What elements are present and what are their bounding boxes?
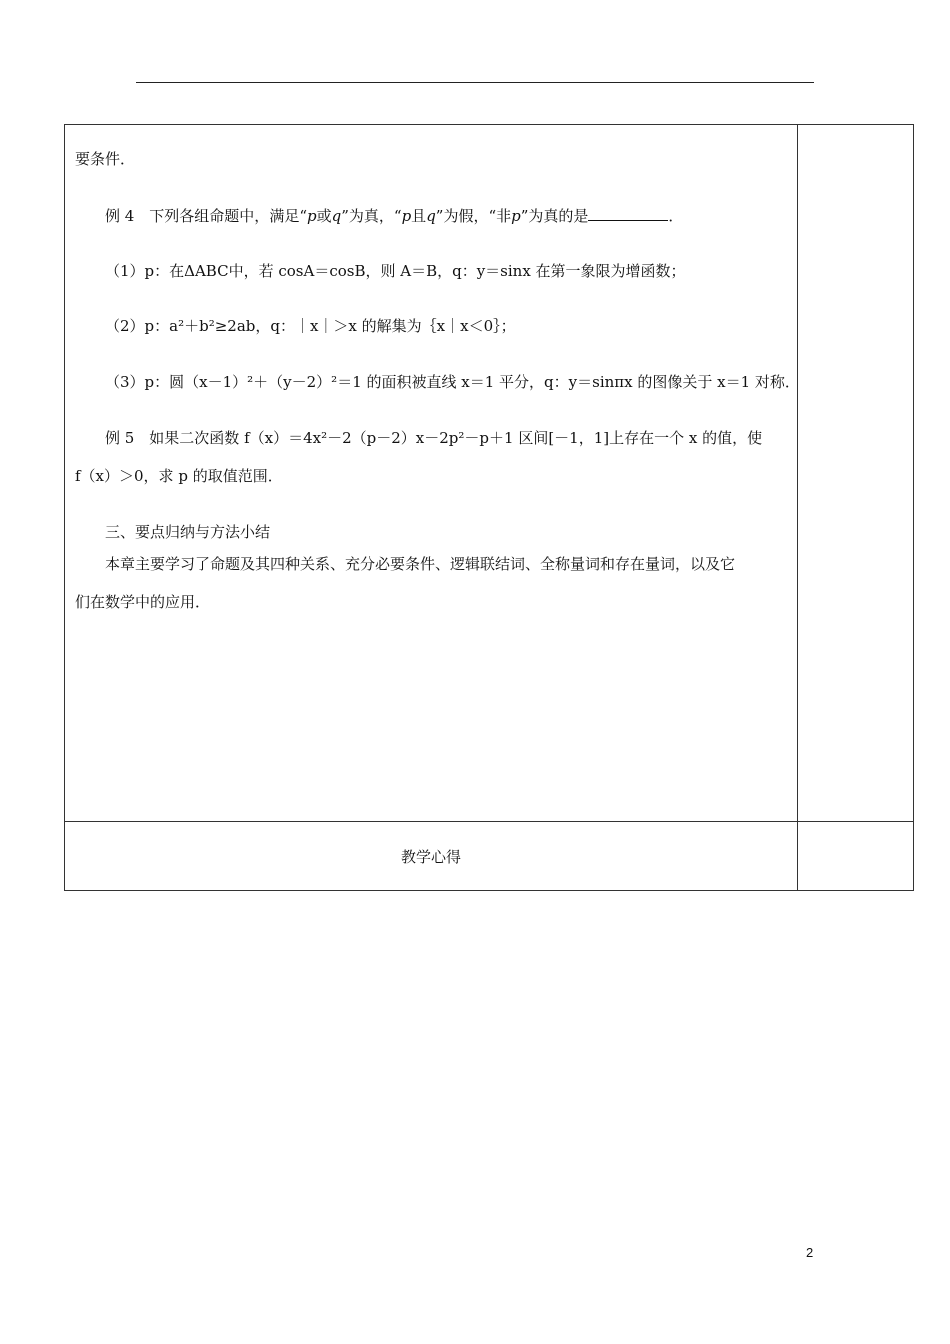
section-heading: 三、要点归纳与方法小结: [105, 523, 271, 541]
page-number: 2: [806, 1245, 814, 1260]
summary-line-1: 本章主要学习了命题及其四种关系、充分必要条件、逻辑联结词、全称量词和存在量词，以及它: [105, 555, 736, 573]
teaching-notes-side-cell: [797, 821, 914, 891]
example-4-item-1: （1）p：在ΔABC中，若 cosA＝cosB，则 A＝B，q：y＝sinx 在第一象限为增函数；: [105, 262, 686, 280]
teaching-notes-label: 教学心得: [400, 848, 461, 866]
example-4: 例 4 下列各组命题中，满足“p或q”为真，“p且q”为假，“非p”为真的是 ．: [105, 207, 684, 225]
top-text: 要条件．: [75, 150, 136, 168]
side-cell: [797, 124, 914, 822]
example-5-line-2: f（x）＞0，求 p 的取值范围．: [75, 467, 283, 485]
answer-blank: [588, 206, 668, 221]
header-rule: [136, 82, 814, 83]
teaching-notes-cell: [64, 821, 798, 891]
summary-line-2: 们在数学中的应用．: [75, 593, 211, 611]
example-5-line-1: 例 5 如果二次函数 f（x）＝4x²－2（p－2）x－2p²－p＋1 区间[－1，1]上存在一个 x 的值，使: [105, 429, 763, 447]
example-4-item-3: （3）p：圆（x－1）²＋（y－2）²＝1 的面积被直线 x＝1 平分，q：y＝sinπx 的图像关于 x＝1 对称．: [105, 373, 800, 391]
example-4-item-2: （2）p：a²＋b²≥2ab，q：｜x｜＞x 的解集为｛x｜x＜0｝；: [105, 317, 516, 335]
